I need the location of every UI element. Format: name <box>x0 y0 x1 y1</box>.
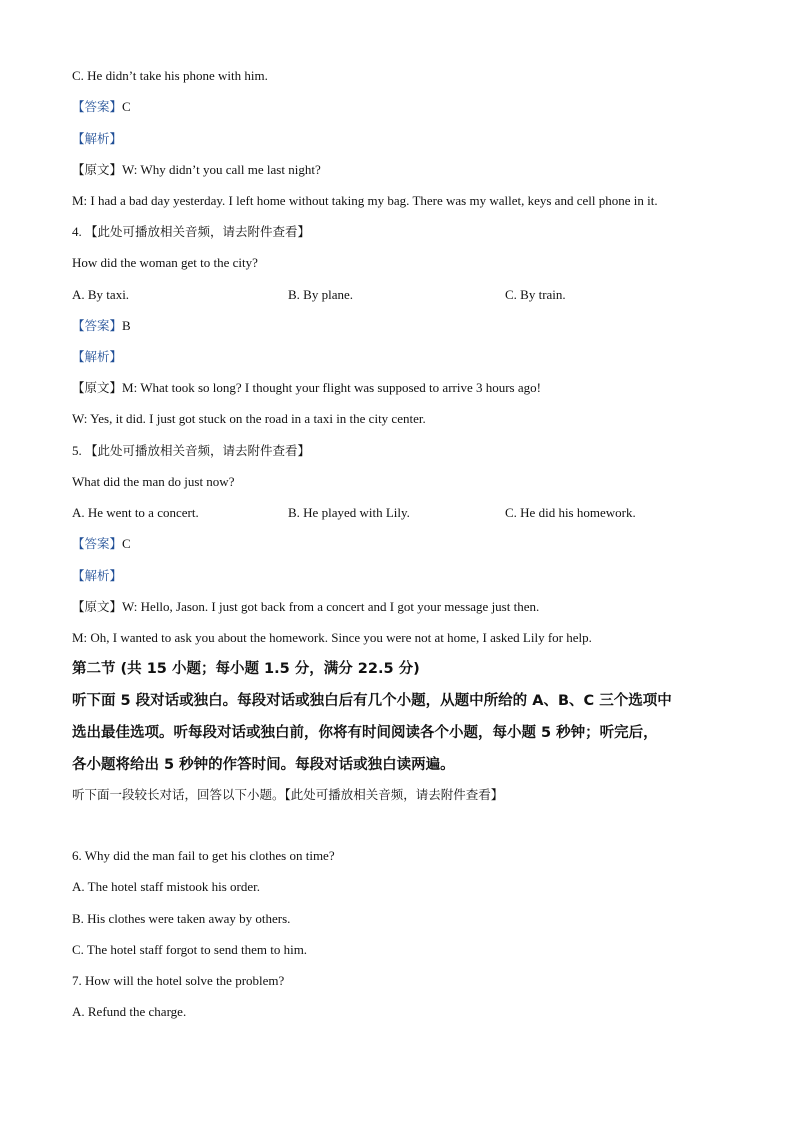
question-5-header <box>72 442 754 460</box>
explanation-line-q3 <box>72 130 754 148</box>
transcript-tag: 【原文】 <box>72 380 123 395</box>
answer-line-q3 <box>72 98 754 116</box>
option-b: B. By plane. <box>288 287 353 302</box>
transcript-text: W: Why didn’t you call me last night? <box>122 162 321 177</box>
question-number: 4. <box>72 224 82 239</box>
question-number: 5. <box>72 443 82 458</box>
audio-link[interactable]: 【此处可播放相关音频，请去附件查看】 <box>85 224 311 239</box>
option-b: B. He played with Lily. <box>288 505 410 520</box>
question-6-option-a: A. The hotel staff mistook his order. <box>72 879 260 894</box>
question-5-text: What did the man do just now? <box>72 474 235 489</box>
transcript-line-q3-1 <box>72 161 754 179</box>
transcript-line-q5-1 <box>72 598 754 616</box>
answer-tag: 【答案】 <box>72 536 123 551</box>
question-4-header <box>72 223 754 241</box>
explanation-tag: 【解析】 <box>72 131 123 146</box>
explanation-tag: 【解析】 <box>72 349 123 364</box>
instruction-text: 选出最佳选项。听每段对话或独白前，你将有时间阅读各个小题，每小题 5 秒钟；听完后， <box>72 725 658 741</box>
transcript-line-q3-2: M: I had a bad day yesterday. I left home without taking my bag. There was my wallet, keys and cell phone in it. <box>72 193 658 208</box>
transcript-line-q5-2: M: Oh, I wanted to ask you about the homework. Since you were not at home, I asked Lily for help. <box>72 630 592 645</box>
answer-line-q5 <box>72 535 754 553</box>
question-4-text: How did the woman get to the city? <box>72 255 258 270</box>
answer-value: C <box>122 536 131 551</box>
section-2-title <box>72 658 754 680</box>
question-6-option-c: C. The hotel staff forgot to send them to him. <box>72 942 308 957</box>
section-2-instructions-1 <box>72 690 754 712</box>
question-7-text: 7. How will the hotel solve the problem? <box>72 973 285 988</box>
transcript-tag: 【原文】 <box>72 162 123 177</box>
transcript-tag: 【原文】 <box>72 599 123 614</box>
section-2-instructions-3 <box>72 754 754 776</box>
section-2-instructions-2 <box>72 722 754 744</box>
answer-value: B <box>122 318 131 333</box>
question-6-text: 6. Why did the man fail to get his clothes on time? <box>72 848 335 863</box>
explanation-tag: 【解析】 <box>72 568 123 583</box>
option-c-q3: C. He didn’t take his phone with him. <box>72 68 268 83</box>
option-c: C. He did his homework. <box>505 505 636 520</box>
option-c: C. By train. <box>505 287 566 302</box>
option-a: A. By taxi. <box>72 287 130 302</box>
answer-value: C <box>122 99 131 114</box>
audio-link[interactable]: 【此处可播放相关音频，请去附件查看】 <box>85 443 311 458</box>
question-6-option-b: B. His clothes were taken away by others. <box>72 911 291 926</box>
section-2-note <box>72 786 754 804</box>
transcript-line-q4-1 <box>72 379 754 397</box>
option-a: A. He went to a concert. <box>72 505 199 520</box>
explanation-line-q5 <box>72 567 754 585</box>
note-text: 听下面一段较长对话，回答以下小题。【此处可播放相关音频，请去附件查看】 <box>72 787 504 802</box>
answer-tag: 【答案】 <box>72 99 123 114</box>
answer-line-q4 <box>72 317 754 335</box>
transcript-text: M: What took so long? I thought your flight was supposed to arrive 3 hours ago! <box>122 380 541 395</box>
transcript-text: W: Hello, Jason. I just got back from a concert and I got your message just then. <box>122 599 540 614</box>
instruction-text: 听下面 5 段对话或独白。每段对话或独白后有几个小题，从题中所给的 A、B、C 三个选项中 <box>72 693 672 709</box>
question-7-option-a: A. Refund the charge. <box>72 1004 187 1019</box>
answer-tag: 【答案】 <box>72 318 123 333</box>
explanation-line-q4 <box>72 348 754 366</box>
section-title-text: 第二节 (共 15 小题；每小题 1.5 分，满分 22.5 分) <box>72 661 420 677</box>
transcript-line-q4-2: W: Yes, it did. I just got stuck on the road in a taxi in the city center. <box>72 411 426 426</box>
instruction-text: 各小题将给出 5 秒钟的作答时间。每段对话或独白读两遍。 <box>72 757 455 773</box>
